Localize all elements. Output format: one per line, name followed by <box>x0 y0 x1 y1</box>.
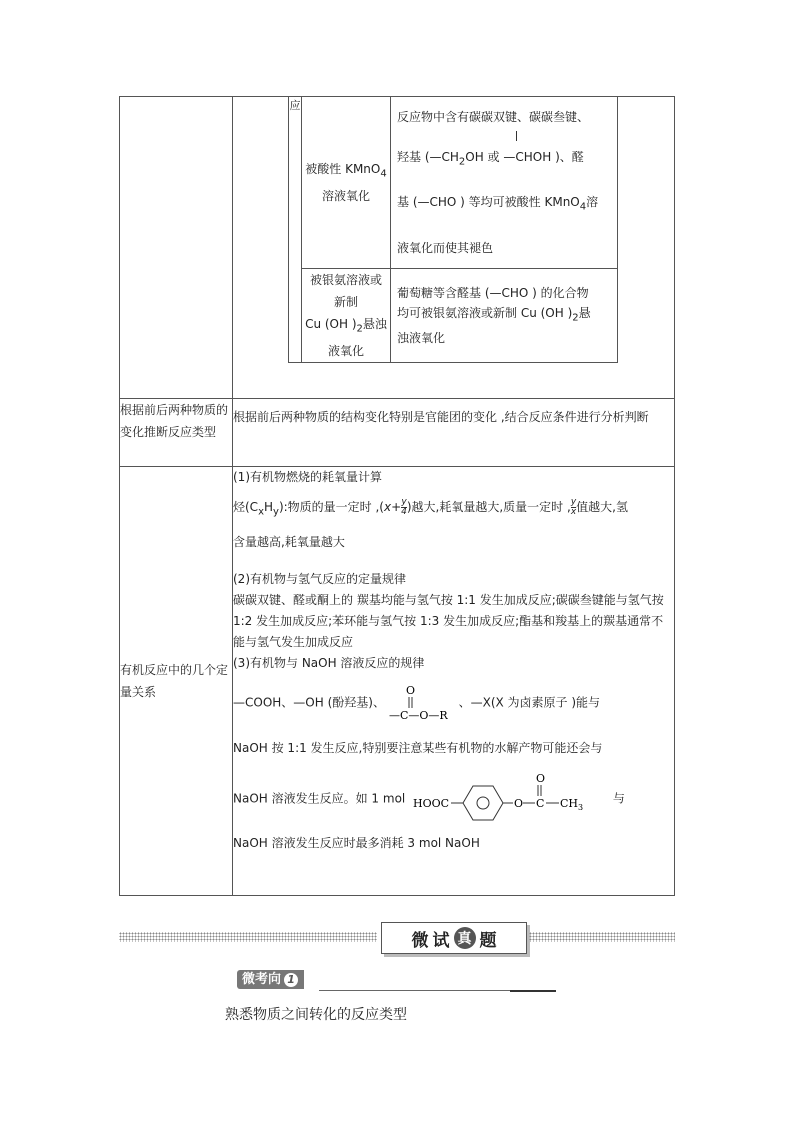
text: 液氧化 <box>327 344 364 359</box>
mol-carbonyl-o: O <box>536 772 546 786</box>
text: 、—X(X 为卤素原子 )能与 <box>458 695 601 710</box>
kmno4-label <box>302 97 391 269</box>
text: 与 <box>612 791 625 806</box>
dotted-rule <box>529 932 675 942</box>
text: —COOH、—OH (酚羟基)、 <box>233 695 385 710</box>
mol-sub-3: 3 <box>578 803 584 813</box>
text: 羟基 (—CH <box>397 150 459 164</box>
tag-label: 微考向 <box>242 972 282 987</box>
para-example-end: NaOH 溶液发生反应时最多消耗 3 mol NaOH <box>233 836 480 851</box>
table-row <box>289 268 618 362</box>
sub-heading: 熟悉物质之间转化的反应类型 <box>225 1007 407 1023</box>
text: 悬浊 <box>362 316 387 331</box>
section-banner <box>119 922 675 954</box>
kmno4-line3 <box>397 182 611 227</box>
para-h2-title: (2)有机物与氢气反应的定量规律 <box>233 572 406 587</box>
text: OH 或 <box>465 150 500 164</box>
silver-line2 <box>397 303 611 328</box>
text: 被银氨溶液或 <box>309 272 382 287</box>
mol-methyl <box>560 797 583 812</box>
banner-char: 题 <box>479 930 497 951</box>
silver-description <box>391 268 618 362</box>
banner-title <box>381 922 527 954</box>
text: 值越大,氢 <box>576 500 628 514</box>
banner-char: 试 <box>432 930 450 951</box>
text: 浊液氧化 <box>397 331 446 346</box>
oxidation-subtable <box>288 96 618 363</box>
text: 液氧化而使其褪色 <box>397 240 494 255</box>
bond-line <box>516 131 517 141</box>
sub-4: 4 <box>579 201 587 213</box>
text: 均可被银氨溶液或新制 Cu (OH ) <box>397 305 573 320</box>
text: NaOH 溶液发生反应。如 1 mol <box>233 791 406 806</box>
sub-2: 2 <box>572 312 579 324</box>
text: —CHOH <box>503 150 552 164</box>
para-naoh-title: (3)有机物与 NaOH 溶液反应的规律 <box>233 656 425 671</box>
banner-char: 微 <box>411 930 429 951</box>
table-row <box>120 399 675 467</box>
mol-o: O <box>514 797 524 811</box>
ester-group-structure <box>389 682 455 724</box>
para-combustion-rule-end: 含量越高,耗氧量越大 <box>233 535 345 550</box>
frac-bottom: 4 <box>401 507 407 517</box>
frac-bottom: x <box>570 507 577 517</box>
frac-top: y <box>570 497 577 507</box>
tag-number: 1 <box>284 973 298 987</box>
divider <box>510 990 556 992</box>
ester-o: O <box>405 684 415 698</box>
text: 新制 <box>333 294 358 309</box>
mol-hooc: HOOC <box>413 797 450 811</box>
text: 溶 <box>586 195 599 210</box>
silver-label <box>302 268 391 362</box>
row2-label: 根据前后两种物质的变化推断反应类型 <box>120 399 233 467</box>
text: x+ <box>383 500 402 514</box>
mol-ch: CH <box>560 797 579 811</box>
row1-label-cell <box>120 97 233 399</box>
sub-2: 2 <box>356 323 363 335</box>
kmno4-description <box>391 97 618 269</box>
row3-label: 有机反应中的几个定量关系 <box>120 467 233 896</box>
text: ):物质的量一定时 ,( <box>278 500 384 514</box>
text: )越大,耗氧量越大,质量一定时 , <box>406 500 571 514</box>
sub-2: 2 <box>458 156 466 168</box>
text: 葡萄糖等含醛基 (—CHO ) 的化合物 <box>397 285 589 300</box>
text: 溶液氧化 <box>321 189 370 204</box>
ester-chain: —C—O—R <box>388 709 448 723</box>
chohgroup <box>503 137 551 177</box>
text: Cu (OH ) <box>305 316 357 331</box>
sub-4: 4 <box>380 168 387 180</box>
text: 悬 <box>578 305 591 320</box>
sub-y: y <box>273 506 279 518</box>
text: H <box>263 500 274 514</box>
para-combustion-title: (1)有机物燃烧的耗氧量计算 <box>233 470 382 484</box>
side-char-cell: 应 <box>289 97 302 363</box>
row3-content <box>233 467 675 896</box>
para-example <box>233 769 674 829</box>
text: 反应物中含有碳碳双键、碳碳叁键、 <box>397 110 590 124</box>
frac-top: y <box>401 497 407 507</box>
para-naoh-groups <box>233 682 674 724</box>
text: 基 (—CHO ) 等均可被酸性 KMnO <box>397 195 580 210</box>
para-naoh-rule: NaOH 按 1:1 发生反应,特别要注意某些有机物的水解产物可能还会与 <box>233 741 603 756</box>
text: 烃(C <box>233 500 259 514</box>
row2-content: 根据前后两种物质的结构变化特别是官能团的变化 ,结合反应条件进行分析判断 <box>233 399 675 467</box>
section-tag <box>237 970 304 989</box>
benzene-ring <box>463 786 503 820</box>
sub-x: x <box>258 506 264 518</box>
kmno4-line2 <box>397 137 611 182</box>
table-row <box>289 97 618 269</box>
text: )、醛 <box>555 150 584 164</box>
benzene-circle <box>477 797 489 809</box>
banner-char-circled: 真 <box>454 927 476 949</box>
para-h2-rule: 碳碳双键、醛或酮上的 羰基均能与氢气按 1:1 发生加成反应;碳碳叁键能与氢气按 1:2 发生加成反应;苯环能与氢气按 1:3 发生加成反应;酯基和羧基上的羰基通常不能与氢气发生加成反应 <box>233 593 664 650</box>
molecule-structure <box>409 769 609 829</box>
dotted-rule <box>119 932 377 942</box>
mol-c: C <box>536 797 545 811</box>
para-combustion-rule <box>233 492 674 527</box>
text: 被酸性 KMnO <box>305 161 381 176</box>
table-row <box>120 467 675 896</box>
